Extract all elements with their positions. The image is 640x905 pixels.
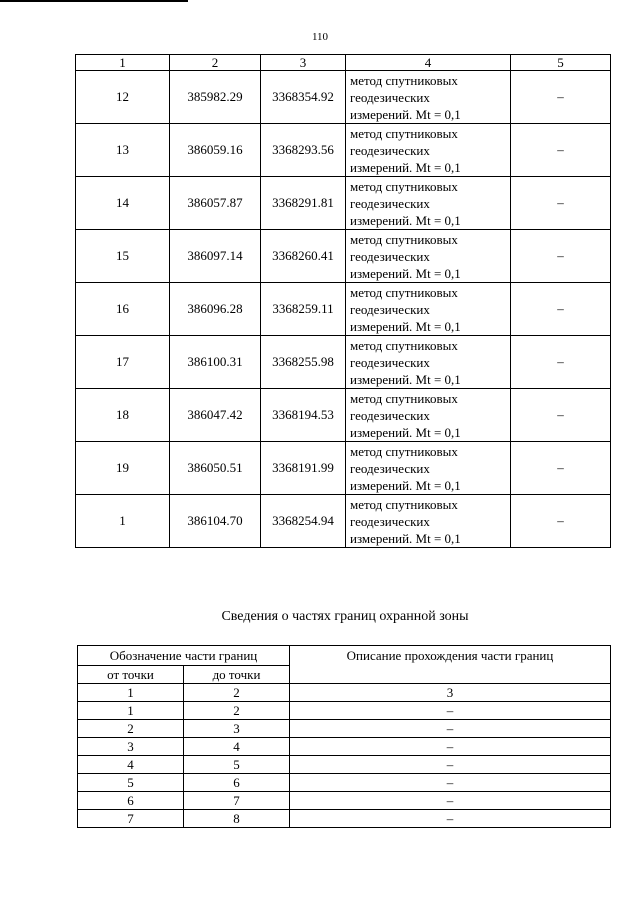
coordinate-row (76, 442, 611, 495)
x-coordinate-cell: 385982.29 (170, 71, 261, 124)
method-text-line: метод спутниковых (350, 390, 458, 406)
y-coordinate-cell: 3368194.53 (261, 389, 346, 442)
method-text-line: измерений. Mt = 0,1 (350, 106, 461, 122)
description-cell: – (290, 774, 611, 792)
method-text-line: метод спутниковых (350, 337, 458, 353)
from-point-cell: 4 (78, 756, 184, 774)
coordinates-table (75, 54, 611, 548)
column-number: 2 (184, 684, 290, 702)
boundary-part-row (78, 792, 611, 810)
method-cell (346, 177, 511, 230)
y-coordinate-cell: 3368191.99 (261, 442, 346, 495)
description-cell: – (290, 738, 611, 756)
point-number-cell: 12 (76, 71, 170, 124)
column-number: 3 (290, 684, 611, 702)
parts-numbering-row (78, 684, 611, 702)
method-cell (346, 283, 511, 336)
boundary-part-row (78, 720, 611, 738)
description-cell: – (290, 702, 611, 720)
coordinate-row (76, 71, 611, 124)
method-cell (346, 442, 511, 495)
to-point-cell: 7 (184, 792, 290, 810)
coordinate-row (76, 177, 611, 230)
method-cell (346, 71, 511, 124)
description-cell: – (290, 756, 611, 774)
point-number-cell: 1 (76, 495, 170, 548)
note-cell: – (511, 442, 611, 495)
method-text-line: метод спутниковых (350, 443, 458, 459)
y-coordinate-cell: 3368293.56 (261, 124, 346, 177)
from-point-cell: 2 (78, 720, 184, 738)
note-cell: – (511, 177, 611, 230)
method-cell (346, 230, 511, 283)
method-text-line: измерений. Mt = 0,1 (350, 318, 461, 334)
boundary-part-row (78, 756, 611, 774)
x-coordinate-cell: 386057.87 (170, 177, 261, 230)
coordinate-row (76, 124, 611, 177)
to-point-cell: 4 (184, 738, 290, 756)
y-coordinate-cell: 3368259.11 (261, 283, 346, 336)
y-coordinate-cell: 3368254.94 (261, 495, 346, 548)
from-point-header: от точки (78, 666, 184, 684)
method-text-line: геодезических (350, 513, 430, 529)
boundary-part-description-header: Описание прохождения части границ (290, 646, 611, 684)
method-text-line: геодезических (350, 195, 430, 211)
method-text-line: измерений. Mt = 0,1 (350, 371, 461, 387)
method-text-line: измерений. Mt = 0,1 (350, 265, 461, 281)
method-text-line: метод спутниковых (350, 178, 458, 194)
coordinate-row (76, 389, 611, 442)
column-header: 2 (170, 55, 261, 71)
point-number-cell: 14 (76, 177, 170, 230)
column-header: 5 (511, 55, 611, 71)
to-point-header: до точки (184, 666, 290, 684)
y-coordinate-cell: 3368354.92 (261, 71, 346, 124)
to-point-cell: 6 (184, 774, 290, 792)
y-coordinate-cell: 3368291.81 (261, 177, 346, 230)
method-text-line: метод спутниковых (350, 284, 458, 300)
method-text-line: измерений. Mt = 0,1 (350, 159, 461, 175)
boundary-part-row (78, 774, 611, 792)
method-text-line: измерений. Mt = 0,1 (350, 530, 461, 546)
method-cell (346, 124, 511, 177)
method-text-line: геодезических (350, 248, 430, 264)
x-coordinate-cell: 386097.14 (170, 230, 261, 283)
to-point-cell: 8 (184, 810, 290, 828)
to-point-cell: 5 (184, 756, 290, 774)
method-cell (346, 336, 511, 389)
method-text-line: геодезических (350, 301, 430, 317)
boundary-part-row (78, 810, 611, 828)
note-cell: – (511, 283, 611, 336)
coordinate-row (76, 283, 611, 336)
method-text-line: геодезических (350, 89, 430, 105)
point-number-cell: 19 (76, 442, 170, 495)
method-text-line: геодезических (350, 142, 430, 158)
method-cell (346, 389, 511, 442)
coordinate-row (76, 495, 611, 548)
method-text-line: метод спутниковых (350, 496, 458, 512)
note-cell: – (511, 124, 611, 177)
column-number: 1 (78, 684, 184, 702)
point-number-cell: 15 (76, 230, 170, 283)
point-number-cell: 18 (76, 389, 170, 442)
note-cell: – (511, 336, 611, 389)
top-rule (0, 0, 188, 2)
section-title: Сведения о частях границ охранной зоны (221, 609, 469, 624)
boundary-part-designation-header: Обозначение части границ (78, 646, 290, 666)
note-cell: – (511, 495, 611, 548)
column-header: 1 (76, 55, 170, 71)
x-coordinate-cell: 386096.28 (170, 283, 261, 336)
boundary-parts-table (77, 645, 611, 828)
method-text-line: метод спутниковых (350, 231, 458, 247)
method-text-line: измерений. Mt = 0,1 (350, 424, 461, 440)
method-text-line: метод спутниковых (350, 72, 458, 88)
method-text-line: измерений. Mt = 0,1 (350, 212, 461, 228)
from-point-cell: 1 (78, 702, 184, 720)
to-point-cell: 3 (184, 720, 290, 738)
from-point-cell: 3 (78, 738, 184, 756)
coordinates-header-row (76, 55, 611, 71)
y-coordinate-cell: 3368260.41 (261, 230, 346, 283)
method-text-line: геодезических (350, 354, 430, 370)
point-number-cell: 13 (76, 124, 170, 177)
coordinate-row (76, 336, 611, 389)
point-number-cell: 17 (76, 336, 170, 389)
boundary-part-row (78, 738, 611, 756)
column-header: 3 (261, 55, 346, 71)
x-coordinate-cell: 386100.31 (170, 336, 261, 389)
method-text-line: измерений. Mt = 0,1 (350, 477, 461, 493)
point-number-cell: 16 (76, 283, 170, 336)
to-point-cell: 2 (184, 702, 290, 720)
x-coordinate-cell: 386104.70 (170, 495, 261, 548)
parts-header-row (78, 646, 611, 666)
page-number: 110 (311, 31, 329, 43)
from-point-cell: 7 (78, 810, 184, 828)
coordinate-row (76, 230, 611, 283)
description-cell: – (290, 810, 611, 828)
x-coordinate-cell: 386050.51 (170, 442, 261, 495)
x-coordinate-cell: 386047.42 (170, 389, 261, 442)
method-text-line: геодезических (350, 407, 430, 423)
method-text-line: метод спутниковых (350, 125, 458, 141)
note-cell: – (511, 71, 611, 124)
method-text-line: геодезических (350, 460, 430, 476)
column-header: 4 (346, 55, 511, 71)
note-cell: – (511, 389, 611, 442)
x-coordinate-cell: 386059.16 (170, 124, 261, 177)
boundary-part-row (78, 702, 611, 720)
y-coordinate-cell: 3368255.98 (261, 336, 346, 389)
method-cell (346, 495, 511, 548)
description-cell: – (290, 720, 611, 738)
from-point-cell: 5 (78, 774, 184, 792)
description-cell: – (290, 792, 611, 810)
note-cell: – (511, 230, 611, 283)
from-point-cell: 6 (78, 792, 184, 810)
